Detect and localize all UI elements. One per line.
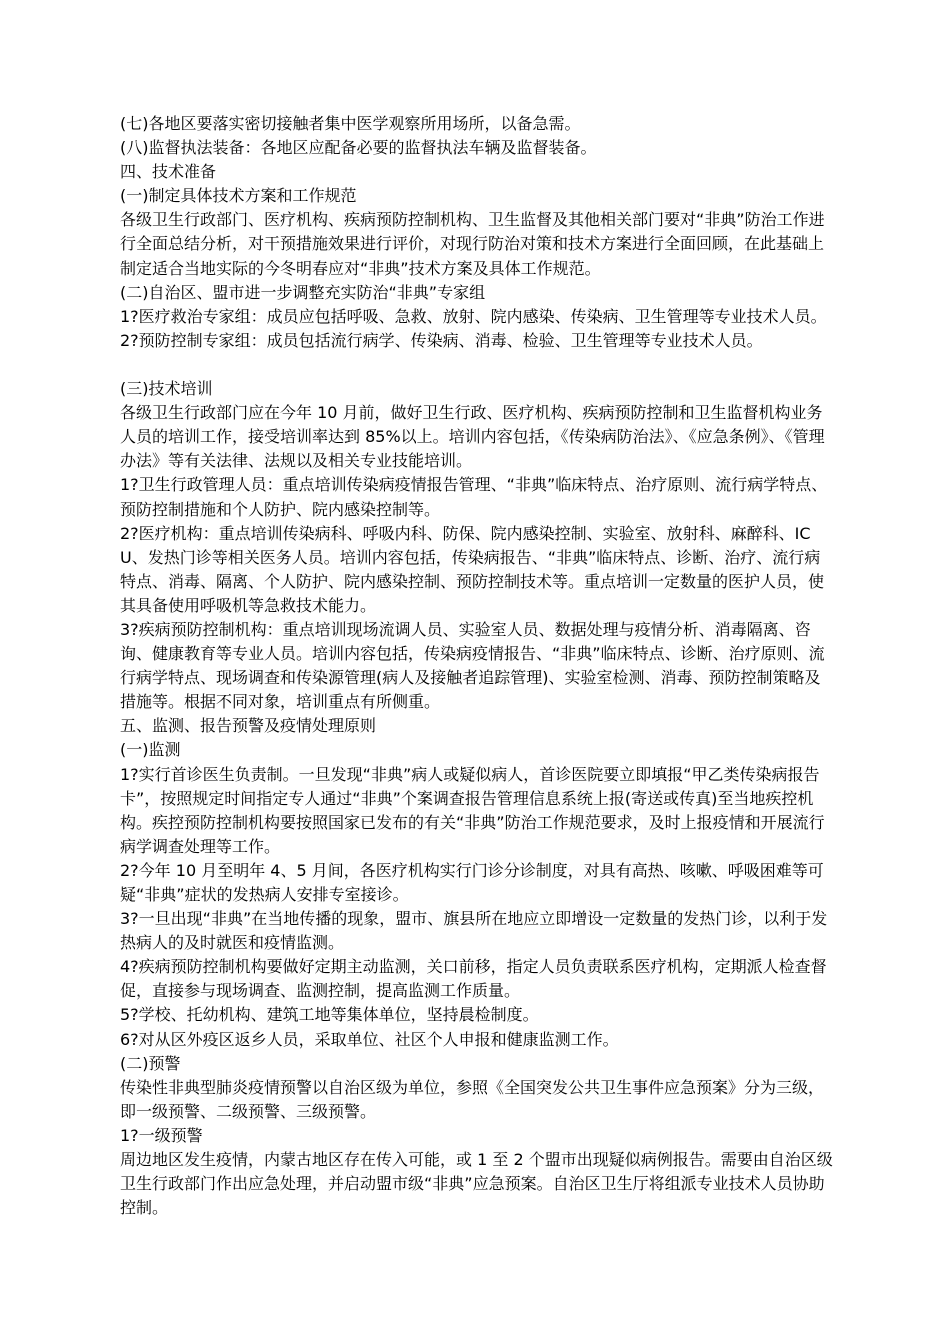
paragraph-training-admin: 1?卫生行政管理人员：重点培训传染病疫情报告管理、“非典”临床特点、治疗原则、流行病学特点、预防控制措施和个人防护、院内感染控制等。 (120, 475, 828, 519)
paragraph-monitoring-6: 6?对从区外疫区返乡人员，采取单位、社区个人申报和健康监测工作。 (120, 1029, 619, 1049)
paragraph-training-overview: 各级卫生行政部门应在今年 10 月前，做好卫生行政、医疗机构、疾病预防控制和卫生监督机构业务人员的培训工作，接受培训率达到 85%以上。培训内容包括，《传染病防治法》、《应急条例》、《管理办法》等有关法律、法规以及相关专业技能培训。 (120, 403, 825, 471)
paragraph-monitoring-4: 4?疾病预防控制机构要做好定期主动监测，关口前移，指定人员负责联系医疗机构，定期派人检查督促，直接参与现场调查、监测控制，提高监测工作质量。 (120, 957, 827, 1001)
subsection-heading-monitoring: (一)监测 (120, 740, 181, 760)
paragraph-warning-level-1-heading: 1?一级预警 (120, 1125, 203, 1145)
subsection-heading-expert-groups: (二)自治区、盟市进一步调整充实防治“非典”专家组 (120, 282, 486, 302)
paragraph-prevention-experts: 2?预防控制专家组：成员包括流行病学、传染病、消毒、检验、卫生管理等专业技术人员。 (120, 330, 763, 350)
document-body (120, 112, 836, 1220)
subsection-heading-training: (三)技术培训 (120, 379, 213, 399)
subsection-heading-technical-plans: (一)制定具体技术方案和工作规范 (120, 186, 357, 206)
paragraph-enforcement-equipment: (八)监督执法装备：各地区应配备必要的监督执法车辆及监督装备。 (120, 138, 597, 158)
paragraph-warning-overview: 传染性非典型肺炎疫情预警以自治区级为单位，参照《全国突发公共卫生事件应急预案》分为三级，即一级预警、二级预警、三级预警。 (120, 1077, 825, 1121)
paragraph-monitoring-5: 5?学校、托幼机构、建筑工地等集体单位，坚持晨检制度。 (120, 1005, 539, 1025)
paragraph-monitoring-2: 2?今年 10 月至明年 4、5 月间，各医疗机构实行门诊分诊制度，对具有高热、咳嗽、呼吸困难等可疑“非典”症状的发热病人安排专室接诊。 (120, 860, 824, 904)
paragraph-training-medical: 2?医疗机构：重点培训传染病科、呼吸内科、防保、院内感染控制、实验室、放射科、麻醉科、ICU、发热门诊等相关医务人员。培训内容包括，传染病报告、“非典”临床特点、诊断、治疗、流行病特点、消毒、隔离、个人防护、院内感染控制、预防控制技术等。重点培训一定数量的医护人员，使其具备使用呼吸机等急救技术能力。 (120, 523, 825, 615)
paragraph-warning-level-1: 周边地区发生疫情，内蒙古地区存在传入可能，或 1 至 2 个盟市出现疑似病例报告。需要由自治区级卫生行政部门作出应急处理，并启动盟市级“非典”应急预案。自治区卫生厅将组派专业技术人员协助控制。 (120, 1150, 833, 1218)
section-heading-monitoring: 五、监测、报告预警及疫情处理原则 (120, 716, 377, 736)
subsection-heading-warning: (二)预警 (120, 1053, 181, 1073)
paragraph-treatment-experts: 1?医疗救治专家组：成员应包括呼吸、急救、放射、院内感染、传染病、卫生管理等专业技术人员。 (120, 306, 827, 326)
paragraph-technical-plans: 各级卫生行政部门、医疗机构、疾病预防控制机构、卫生监督及其他相关部门要对“非典”防治工作进行全面总结分析，对干预措施效果进行评价，对现行防治对策和技术方案进行全面回顾，在此基础上制定适合当地实际的今冬明春应对“非典”技术方案及具体工作规范。 (120, 210, 825, 278)
paragraph-monitoring-3: 3?一旦出现“非典”在当地传播的现象，盟市、旗县所在地应立即增设一定数量的发热门诊，以利于发热病人的及时就医和疫情监测。 (120, 909, 828, 953)
blank-line (120, 353, 836, 377)
section-heading-technical-preparation: 四、技术准备 (120, 162, 217, 182)
paragraph-training-cdc: 3?疾病预防控制机构：重点培训现场流调人员、实验室人员、数据处理与疫情分析、消毒隔离、咨询、健康教育等专业人员。培训内容包括，传染病疫情报告、“非典”临床特点、诊断、治疗原则、流行病学特点、现场调查和传染源管理(病人及接触者追踪管理)、实验室检测、消毒、预防控制策略及措施等。根据不同对象，培训重点有所侧重。 (120, 619, 825, 712)
paragraph-monitoring-1: 1?实行首诊医生负责制。一旦发现“非典”病人或疑似病人，首诊医院要立即填报“甲乙类传染病报告卡”，按照规定时间指定专人通过“非典”个案调查报告管理信息系统上报(寄送或传真)至当地疾控机构。疾控预防控制机构要按照国家已发布的有关“非典”防治工作规范要求，及时上报疫情和开展流行病学调查处理等工作。 (120, 764, 825, 856)
paragraph-concentration-sites: (七)各地区要落实密切接触者集中医学观察所用场所，以备急需。 (120, 114, 581, 133)
